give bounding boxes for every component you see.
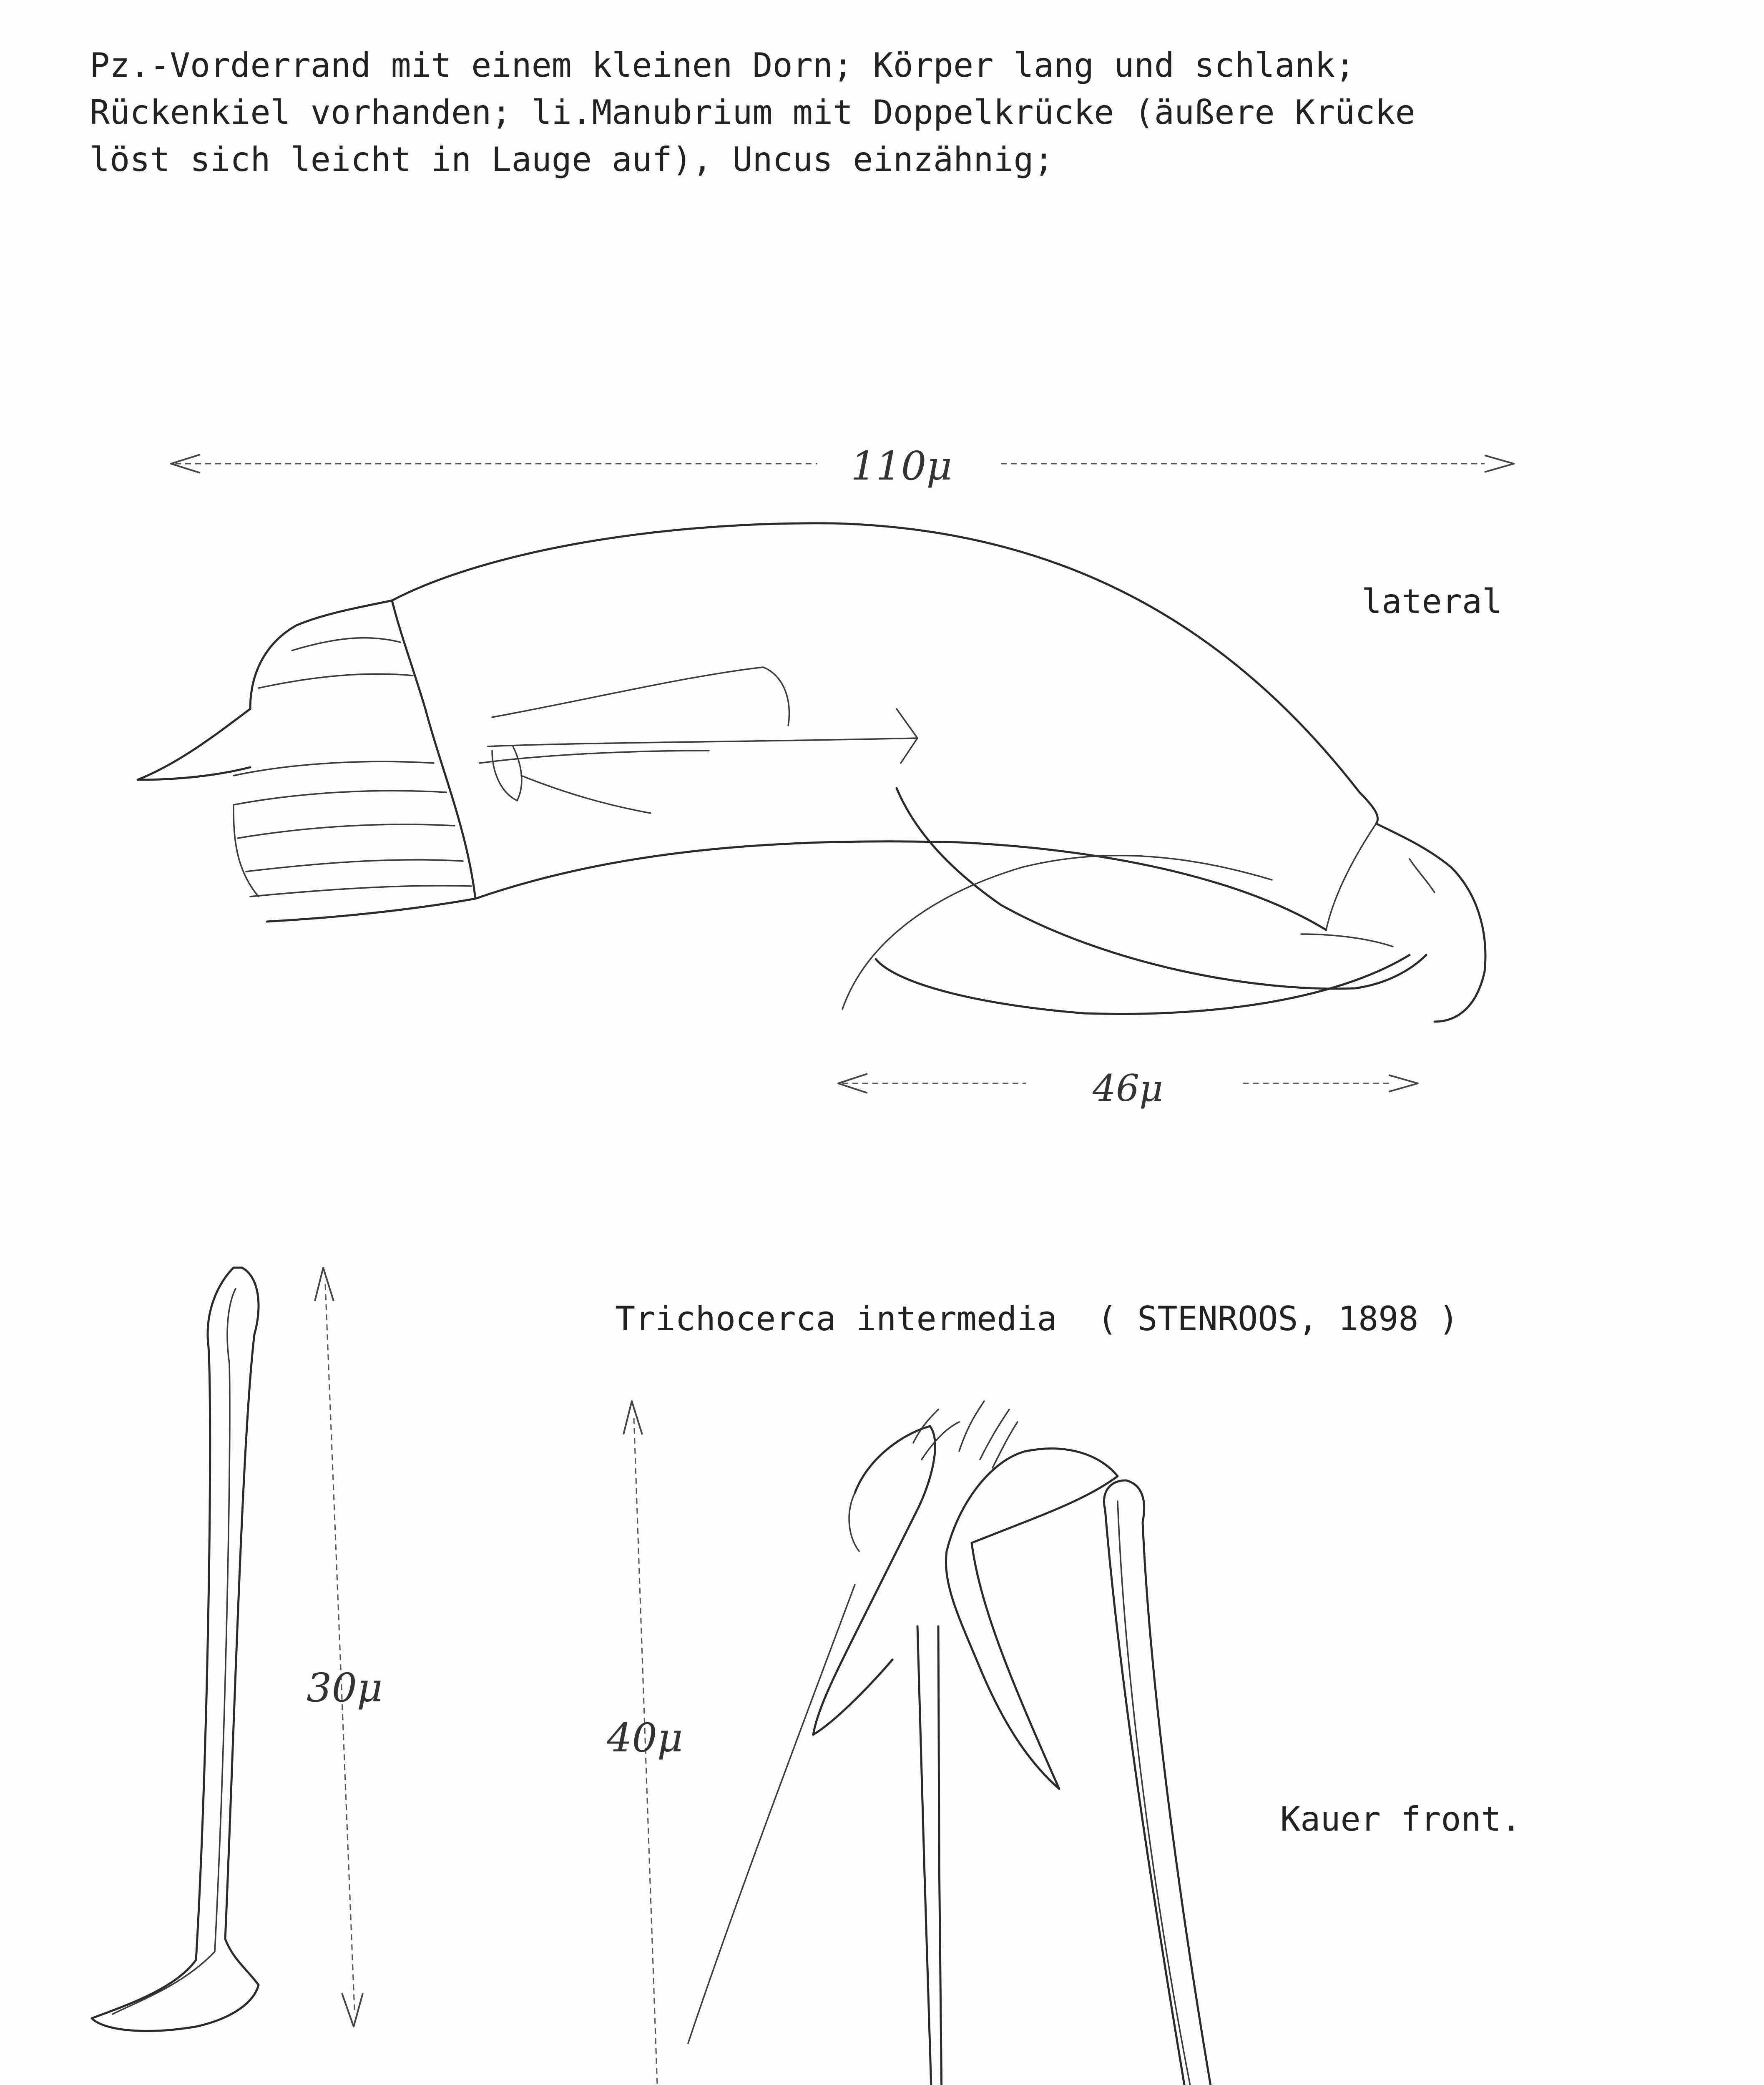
view-label-lateral: lateral — [1362, 582, 1503, 621]
header-line-3: löst sich leicht in Lauge auf), Uncus einzähnig; — [90, 140, 1054, 179]
left-ramus — [813, 1426, 935, 1735]
fulcrum — [884, 1626, 993, 2085]
internal-trophi — [480, 667, 917, 813]
manubrium-internal — [492, 746, 522, 801]
header-line-2: Rückenkiel vorhanden; li.Manubrium mit Doppelkrücke (äußere Krücke — [90, 93, 1415, 132]
toe — [876, 788, 1426, 1014]
lorica-dorsal-outline — [392, 523, 1378, 824]
header-line-1: Pz.-Vorderrand mit einem kleinen Dorn; Körper lang und schlank; — [90, 46, 1355, 85]
view-label-trophi: Kauer front. — [1280, 1800, 1521, 1839]
right-ramus — [946, 1449, 1118, 1789]
dimension-label-110: 110μ — [851, 443, 952, 489]
head-plates — [234, 638, 471, 897]
uncus-teeth — [913, 1401, 1018, 1468]
anterior-spine — [138, 709, 250, 780]
foot-segment — [1376, 824, 1485, 1022]
dimension-line-110 — [171, 455, 1514, 473]
trophi-front-figure — [606, 1401, 1521, 2085]
dimension-label-46: 46μ — [1093, 1067, 1163, 1110]
lorica-ventral-outline — [475, 842, 1326, 930]
species-title: Trichocerca intermedia ( STENROOS, 1898 ) — [615, 1299, 1459, 1338]
manubrium-figure — [90, 1268, 383, 2085]
dimension-label-30: 30μ — [307, 1665, 383, 1711]
manubrium-outline — [92, 1268, 259, 2031]
lateral-body-figure — [138, 443, 1514, 1110]
dimension-label-40: 40μ — [607, 1715, 683, 1761]
